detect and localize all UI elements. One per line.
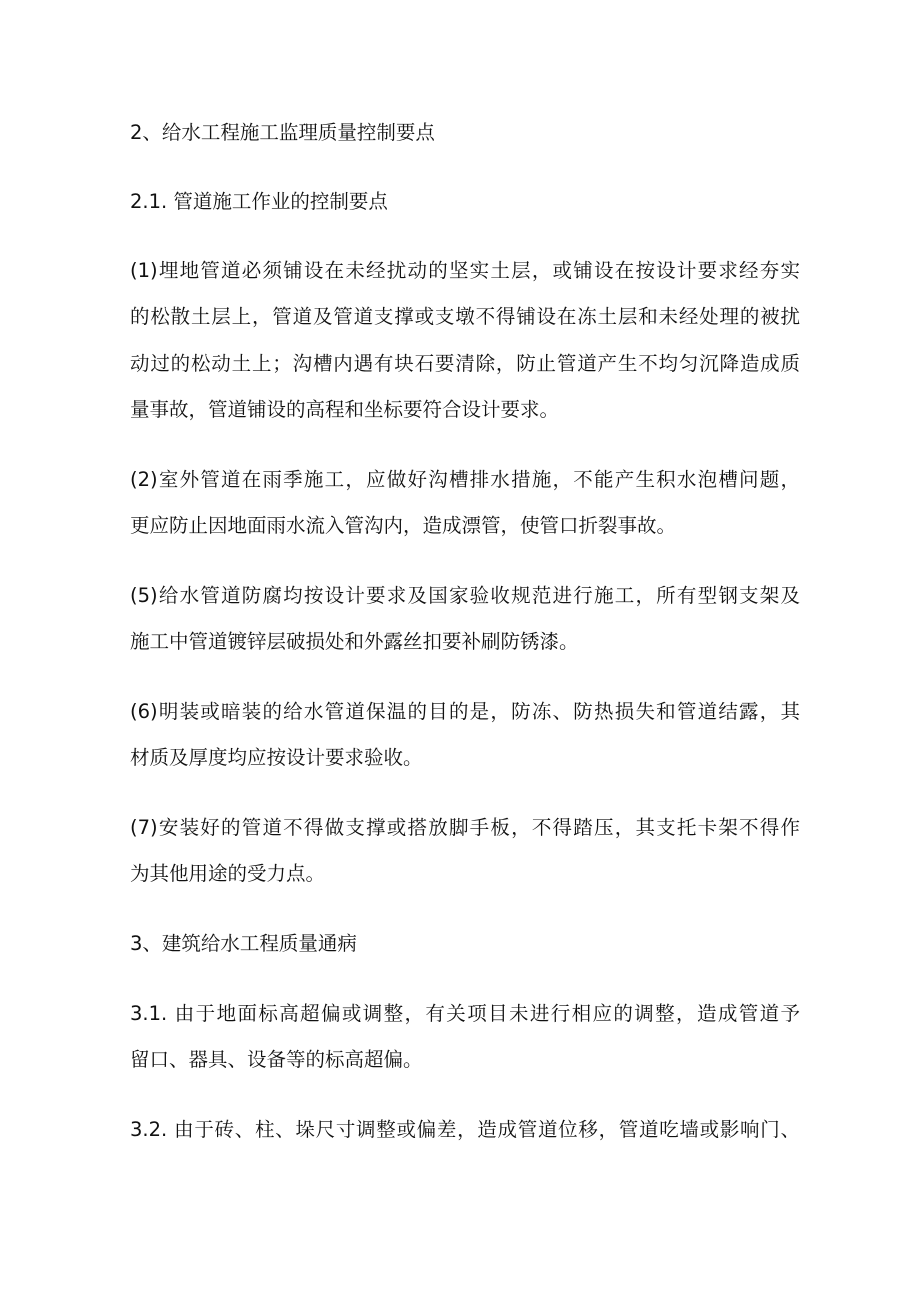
paragraph-7-line-1: (7)安装好的管道不得做支撑或搭放脚手板，不得踏压，其支托卡架不得作 [130,816,800,839]
item-3-1-line-1: 3.1. 由于地面标高超偏或调整，有关项目未进行相应的调整，造成管道予 [130,1002,800,1025]
paragraph-7-line-2: 为其他用途的受力点。 [130,862,326,885]
paragraph-6-line-2: 材质及厚度均应按设计要求验收。 [130,746,423,769]
subsection-heading-2-1: 2.1. 管道施工作业的控制要点 [130,190,388,213]
paragraph-6-line-1: (6)明装或暗装的给水管道保温的目的是，防冻、防热损失和管道结露，其 [130,700,800,723]
paragraph-5-line-2: 施工中管道镀锌层破损处和外露丝扣要补刷防锈漆。 [130,630,579,653]
paragraph-1-line-4: 量事故，管道铺设的高程和坐标要符合设计要求。 [130,398,560,421]
paragraph-2-line-2: 更应防止因地面雨水流入管沟内，造成漂管，使管口折裂事故。 [130,514,677,537]
paragraph-1-line-1: (1)埋地管道必须铺设在未经扰动的坚实土层，或铺设在按设计要求经夯实 [130,259,800,282]
item-3-2-line-1: 3.2. 由于砖、柱、垛尺寸调整或偏差，造成管道位移，管道吃墙或影响门、 [130,1118,800,1141]
paragraph-1-line-2: 的松散土层上，管道及管道支撑或支墩不得铺设在冻土层和未经处理的被扰 [130,305,800,328]
section-heading-2: 2、给水工程施工监理质量控制要点 [130,121,435,144]
item-3-1-line-2: 留口、器具、设备等的标高超偏。 [130,1048,423,1071]
paragraph-5-line-1: (5)给水管道防腐均按设计要求及国家验收规范进行施工，所有型钢支架及 [130,584,800,607]
paragraph-2-line-1: (2)室外管道在雨季施工，应做好沟槽排水措施，不能产生积水泡槽问题， [130,468,800,491]
paragraph-1-line-3: 动过的松动土上；沟槽内遇有块石要清除，防止管道产生不均匀沉降造成质 [130,352,800,375]
section-heading-3: 3、建筑给水工程质量通病 [130,932,357,955]
